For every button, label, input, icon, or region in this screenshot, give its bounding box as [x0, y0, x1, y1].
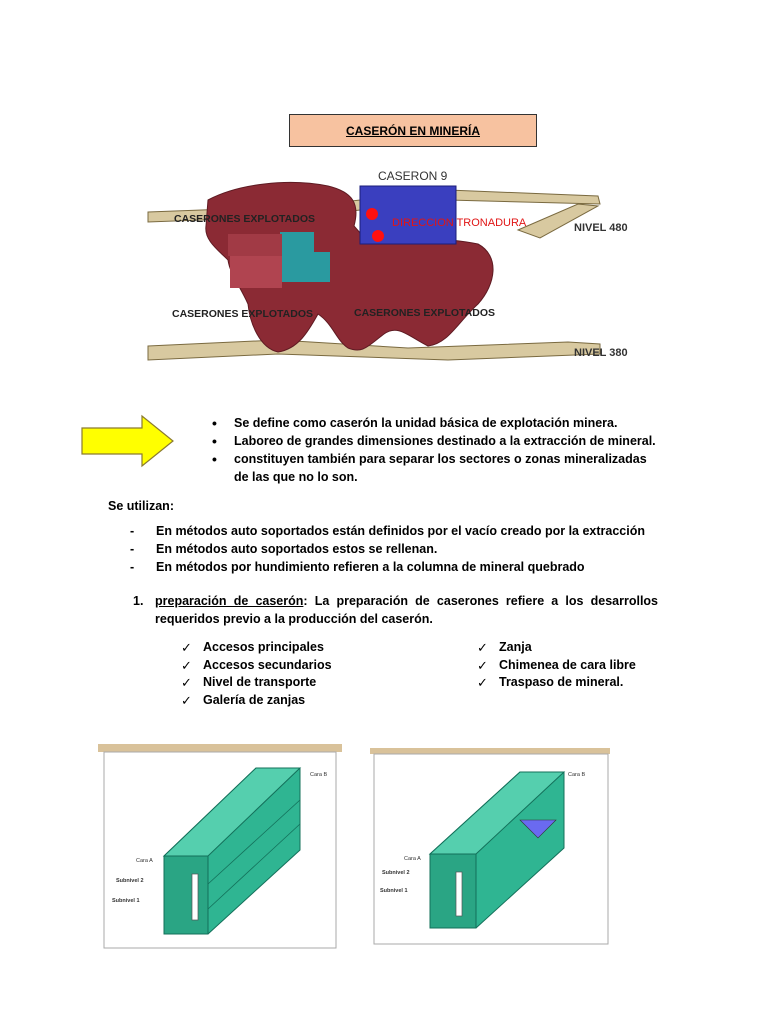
- item-term: preparación de caserón: [155, 594, 304, 608]
- cara-b-label: Cara B: [310, 772, 328, 778]
- explotados-label-1: CASERONES EXPLOTADOS: [174, 213, 315, 225]
- list-item: [130, 522, 670, 540]
- list-item: [212, 450, 657, 486]
- check-text: Traspaso de mineral.: [499, 675, 624, 689]
- caseron-9-label: CASERON 9: [378, 169, 448, 183]
- page-title-text: CASERÓN EN MINERÍA: [345, 123, 480, 138]
- rock-panel-block: [228, 234, 282, 256]
- list-item: [477, 674, 636, 692]
- stope-diagram-2: [370, 748, 610, 946]
- check-icon: ✓: [477, 640, 488, 655]
- blast-marker: [372, 230, 384, 242]
- dash-marker: -: [130, 524, 135, 538]
- check-icon: ✓: [181, 692, 192, 708]
- raise-icon: [456, 872, 462, 916]
- list-item: [212, 414, 657, 432]
- page-title: [289, 114, 537, 147]
- explotados-label-2: CASERONES EXPLOTADOS: [172, 308, 313, 320]
- list-item: [181, 657, 332, 675]
- use-text: En métodos por hundimiento refieren a la columna de mineral quebrado: [156, 560, 585, 574]
- subnivel-2-label: Subnivel 2: [382, 870, 410, 876]
- uses-heading: Se utilizan:: [108, 499, 174, 513]
- stope-block-front: [164, 856, 208, 934]
- list-item: [477, 639, 636, 657]
- subnivel-1-label: Subnivel 1: [112, 898, 140, 904]
- mine-section-figure: [148, 164, 628, 364]
- use-text: En métodos auto soportados están definidos por el vacío creado por la extracción: [156, 524, 645, 538]
- nivel-480-label: NIVEL 480: [574, 222, 628, 234]
- check-icon: ✓: [181, 640, 192, 655]
- list-item: [181, 692, 332, 710]
- nivel-380-label: NIVEL 380: [574, 347, 628, 359]
- check-icon: ✓: [181, 675, 192, 690]
- raise-icon: [192, 874, 198, 920]
- bullet-text: Laboreo de grandes dimensiones destinado a la extracción de mineral.: [234, 434, 656, 448]
- yellow-arrow-icon: [80, 414, 176, 468]
- check-text: Nivel de transporte: [203, 675, 317, 689]
- list-item: [212, 432, 657, 450]
- item-rest: : La preparación de caserones refiere a los desarrollos requeridos previo a la producción del caserón.: [155, 594, 659, 626]
- rock-panel-block: [230, 256, 282, 288]
- subnivel-2-label: Subnivel 2: [116, 878, 144, 884]
- check-icon: ✓: [477, 675, 488, 690]
- list-item: [130, 558, 670, 576]
- diagram-top-band: [98, 744, 342, 752]
- check-text: Zanja: [499, 640, 532, 654]
- use-text: En métodos auto soportados estos se rellenan.: [156, 542, 438, 556]
- dash-marker: -: [130, 542, 135, 556]
- list-item: [181, 674, 332, 692]
- bullet-icon: •: [212, 433, 217, 449]
- level-band-bottom: [148, 340, 600, 360]
- check-text: Accesos secundarios: [203, 657, 332, 672]
- item-number: 1.: [133, 594, 144, 608]
- item-body: [155, 592, 658, 628]
- uses-list: [130, 522, 670, 576]
- list-item: [130, 540, 670, 558]
- direction-label: DIRECCION TRONADURA: [392, 217, 527, 229]
- bullet-text: Se define como caserón la unidad básica de explotación minera.: [234, 416, 618, 430]
- numbered-item: [133, 592, 658, 628]
- cara-b-label: Cara B: [568, 772, 586, 778]
- list-item: [181, 639, 332, 657]
- check-text: Galería de zanjas: [203, 692, 306, 707]
- bullet-icon: •: [212, 415, 217, 431]
- cara-a-label: Cara A: [136, 858, 153, 864]
- check-text: Chimenea de cara libre: [499, 657, 636, 672]
- checklist-left: [181, 639, 332, 709]
- bullet-text: constituyen también para separar los sectores o zonas mineralizadas de las que no lo son.: [234, 452, 647, 484]
- checklist-right: [477, 639, 636, 692]
- check-icon: ✓: [477, 657, 488, 673]
- stope-block-front: [430, 854, 476, 928]
- check-text: Accesos principales: [203, 640, 324, 654]
- bullet-icon: •: [212, 451, 217, 467]
- diagram-top-band: [370, 748, 610, 754]
- dash-marker: -: [130, 560, 135, 574]
- teal-stope-block: [308, 252, 330, 282]
- subnivel-1-label: Subnivel 1: [380, 888, 408, 894]
- explotados-label-3: CASERONES EXPLOTADOS: [354, 307, 495, 319]
- check-icon: ✓: [181, 657, 192, 673]
- stope-diagram-1: [98, 744, 342, 950]
- list-item: [477, 657, 636, 675]
- cara-a-label: Cara A: [404, 856, 421, 862]
- blast-marker: [366, 208, 378, 220]
- definition-bullet-list: [212, 414, 657, 486]
